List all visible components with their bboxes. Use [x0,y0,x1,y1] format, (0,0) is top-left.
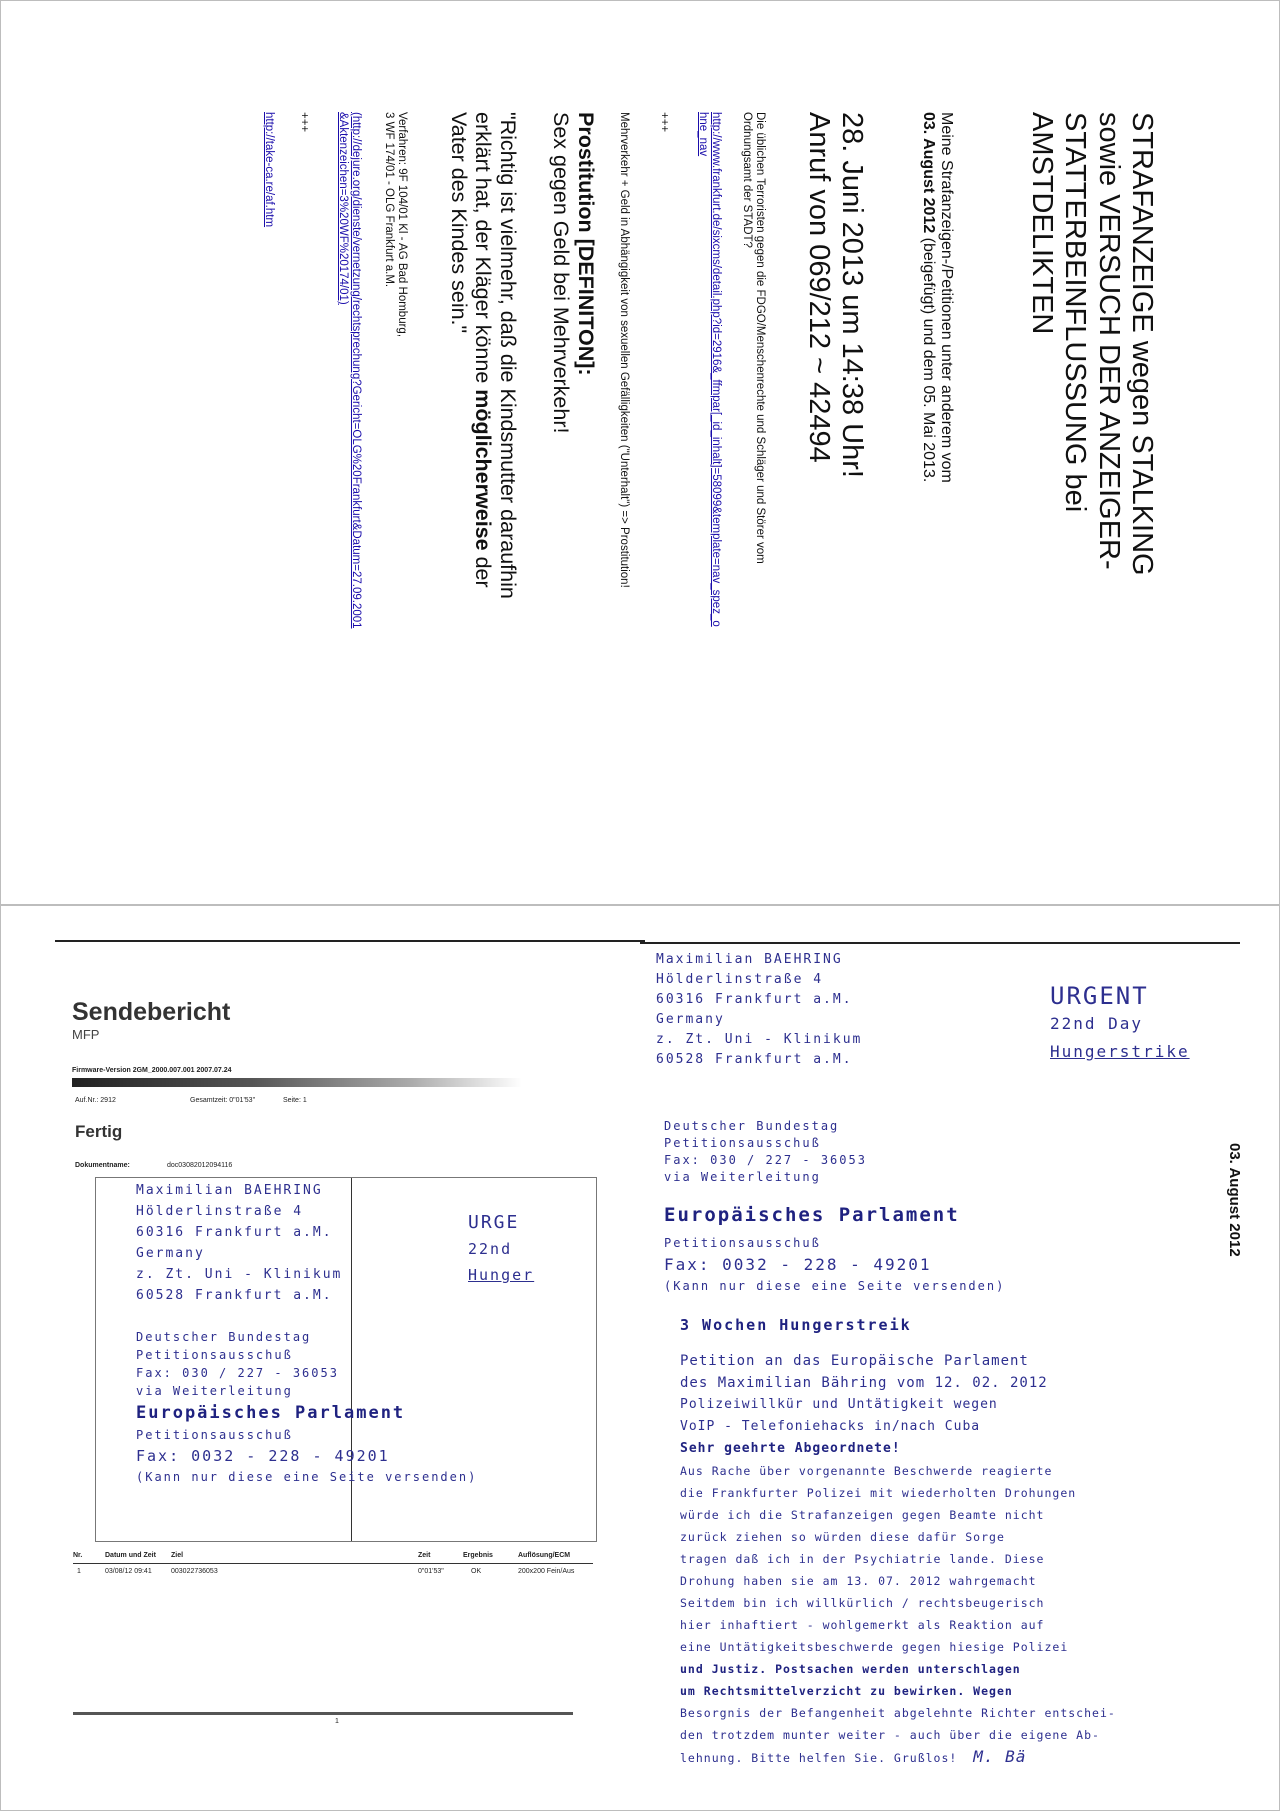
gesamtzeit: Gesamtzeit: 0"01'53" [190,1097,256,1104]
dejure-link-line-2[interactable]: &Aktenzeichen=3%20WF%20174/01) [336,112,349,305]
dokumentname-value: doc03082012094116 [167,1162,233,1169]
preview-recipients [136,1328,477,1486]
body-line: eine Untätigkeitsbeschwerde gegen hiesige Polizei [680,1640,1069,1654]
seite: Seite: 1 [283,1097,307,1104]
row-zeit: 0"01'53" [418,1568,444,1575]
verfahren [382,112,408,337]
heading-line-2: sowie VERSUCH DER ANZEIGER- [1092,112,1125,570]
recipient-line: (Kann nur diese eine Seite versenden) [664,1279,1006,1293]
hungerstrike-label: Hungerstrike [1050,1042,1190,1061]
auf-nr: Auf.Nr.: 2912 [75,1097,116,1104]
table-rule [73,1563,593,1564]
preview-line: Petitionsausschuß [136,1348,293,1362]
take-care-link-text[interactable]: http://take-ca.re/af.htm [263,112,275,228]
preview-22nd: 22nd [468,1240,513,1258]
quote-line-2-pre: erklärt hat, der Kläger könne [471,112,496,390]
body-line: um Rechtsmittelverzicht zu bewirken. Wegen [680,1684,1013,1698]
status-fertig: Fertig [75,1122,123,1141]
preview-line: Fax: 030 / 227 - 36053 [136,1366,339,1380]
preview-line: Maximilian BAEHRING [136,1183,323,1198]
hungerstreik-heading: 3 Wochen Hungerstreik [680,1316,912,1334]
sender-line: Maximilian BAEHRING [656,952,843,967]
body-line: den trotzdem munter weiter - auch über die eigene Ab- [680,1728,1100,1742]
date-stamp: 03. August 2012 [1226,1143,1243,1257]
call-line: Anruf von 069/212 ~ 42494 [802,112,835,463]
body-line: die Frankfurter Polizei mit wiederholten Drohungen [680,1486,1077,1500]
preview-line: Petitionsausschuß [136,1428,293,1442]
recipient-fax: Fax: 0032 - 228 - 49201 [664,1255,932,1274]
header-gradient-bar [72,1078,522,1087]
urgent-box [1050,982,1190,1066]
hunger-day: 22nd Day [1050,1014,1144,1033]
verfahren-line-2: 3 WF 174/01 - OLG Frankfurt a.M. [382,112,395,288]
dokumentname-label: Dokumentname: [75,1162,130,1169]
verfahren-line-1: Verfahren: 9F 104/01 Kl - AG Bad Homburg, [396,112,408,338]
col-ziel: Ziel [171,1552,184,1559]
prostitution-title: Prostitution [DEFINITON]: [574,112,598,376]
body-line: VoIP - Telefoniehacks in/nach Cuba [680,1419,981,1434]
preview-urgent-box [468,1210,534,1288]
body-line: Polizeiwillkür und Untätigkeit wegen [680,1397,998,1412]
fax-subtitle: MFP [72,1027,100,1042]
body-line: Aus Rache über vorgenannte Beschwerde reagierte [680,1464,1053,1478]
row-nr: 1 [77,1568,81,1575]
letter-top-rule [640,942,1240,944]
preview-line: z. Zt. Uni - Klinikum [136,1267,343,1282]
col-nr: Nr. [73,1552,83,1559]
heading-line-1: STRAFANZEIGE wegen STALKING [1126,112,1158,576]
preview-line: 60528 Frankfurt a.M. [136,1288,333,1303]
preview-line: Hölderlinstraße 4 [136,1204,304,1219]
body-line: würde ich die Strafanzeigen gegen Beamte nicht [680,1508,1045,1522]
recipient-line: Deutscher Bundestag [664,1119,840,1133]
terror-line-2: Ordnungsamt der STADT? [740,112,753,248]
sender-line: Hölderlinstraße 4 [656,972,824,987]
handwritten-petition-letter [650,938,1250,1768]
preview-line: 60316 Frankfurt a.M. [136,1225,333,1240]
preview-line: Germany [136,1246,205,1261]
faxed-page-preview [95,1177,597,1542]
take-care-link[interactable] [262,112,275,227]
preview-line: Fax: 0032 - 228 - 49201 [136,1447,390,1465]
prostitution-subtitle: Sex gegen Geld bei Mehrverkehr! [549,112,574,434]
quote-line-2-post: der [471,550,496,588]
sender-line: z. Zt. Uni - Klinikum [656,1032,863,1047]
row-ergebnis: OK [471,1568,482,1575]
separator-2: +++ [298,112,310,133]
signature: M. Bä [973,1747,1027,1766]
preview-line: (Kann nur diese eine Seite versenden) [136,1470,478,1484]
dejure-link-line-1[interactable]: (http://dejure.org/dienste/vernetzung/rechtsprechung?Gericht=OLG%20Frankfurt&Datum=27.09.2001 [350,112,362,629]
preview-line: Europäisches Parlament [136,1403,406,1423]
body-line: Besorgnis der Befangenheit abgelehnte Richter entschei- [680,1706,1116,1720]
recipient-parliament [664,1234,1005,1296]
frankfurt-link-line-2[interactable]: hne_nav [696,112,709,157]
sender-line: 60528 Frankfurt a.M. [656,1052,853,1067]
row-ziel: 003022736053 [171,1568,218,1575]
date-line: 28. Juni 2013 um 14:38 Uhr! [836,112,868,478]
call-info [801,112,868,478]
recipient-parliament-title: Europäisches Parlament [664,1204,960,1226]
heading [1025,112,1158,576]
fax-title: Sendebericht [72,998,231,1026]
intro [918,112,955,483]
terror-note [740,112,766,564]
preview-line: via Weiterleitung [136,1384,293,1398]
prostitution-definition [549,112,598,433]
row-datum: 03/08/12 09:41 [105,1568,152,1575]
letter-body [680,1350,1240,1769]
frankfurt-link-line-1[interactable]: http://www.frankfurt.de/sixcms/detail.php?id=2916&_ffmpar[_id_inhalt]=58099&template=nav_spez_o [710,112,722,627]
body-line: Petition an das Europäische Parlament [680,1353,1029,1369]
body-line: zurück ziehen so würden diese dafür Sorge [680,1530,1005,1544]
firmware-version: Firmware-Version 2GM_2000.007.001 2007.07.24 [72,1067,232,1074]
quote [446,112,520,599]
recipient-line: Fax: 030 / 227 - 36053 [664,1153,867,1167]
quote-emphasis: möglicherweise [471,389,496,551]
dejure-link[interactable] [336,112,362,629]
recipient-line: Petitionsausschuß [664,1136,821,1150]
urgent-label: URGENT [1050,982,1149,1010]
top-rule [55,940,645,942]
body-greeting: Sehr geehrte Abgeordnete! [680,1441,901,1456]
heading-line-4: AMSTDELIKTEN [1025,112,1058,335]
frankfurt-link[interactable] [696,112,722,627]
body-line [680,1746,1240,1769]
quote-line-1: "Richtig ist vielmehr, daß die Kindsmutter daraufhin [496,112,520,599]
bottom-rule [73,1712,573,1715]
body-closing: lehnung. Bitte helfen Sie. Grußlos! [680,1751,958,1765]
preview-urgent: URGE [468,1212,520,1233]
mehrverkehr-line: Mehrverkehr + Geld in Abhängigkeit von sexuellen Gefälligkeiten ("Unterhalt") => Prostitution! [618,112,630,588]
body-line: Seitdem bin ich willkürlich / rechtsbeugerisch [680,1596,1045,1610]
col-zeit: Zeit [418,1552,431,1559]
sender-line: 60316 Frankfurt a.M. [656,992,853,1007]
col-aufloesung: Auflösung/ECM [518,1552,571,1559]
terror-line-1: Die üblichen Terroristen gegen die FDGO/Menschenrechte und Schläger und Störer vom [754,112,766,564]
recipient-line: Petitionsausschuß [664,1236,821,1250]
body-line: des Maximilian Bähring vom 12. 02. 2012 [680,1375,1048,1391]
body-line: Drohung haben sie am 13. 07. 2012 wahrgemacht [680,1574,1037,1588]
intro-rest: (beigefügt) und dem 05. Mai 2013. [919,233,937,483]
quote-line-3: Vater des Kindes sein." [446,112,471,334]
preview-sender [136,1180,342,1306]
preview-hunger: Hunger [468,1266,535,1284]
body-line: tragen daß ich in der Psychiatrie lande. Diese [680,1552,1045,1566]
col-datum: Datum und Zeit [105,1552,156,1559]
recipient-line: via Weiterleitung [664,1170,821,1184]
row-aufloesung: 200x200 Fein/Aus [518,1568,575,1575]
separator-1: +++ [658,112,670,133]
body-line: und Justiz. Postsachen werden unterschlagen [680,1662,1021,1676]
intro-line-1: Meine Strafanzeigen-/Petitionen unter anderem vom [938,112,955,483]
letter-sender [656,950,862,1070]
preview-line: Deutscher Bundestag [136,1330,312,1344]
page-number: 1 [335,1718,339,1725]
recipient-bundestag [664,1118,867,1186]
fax-transmission-report [55,940,595,1725]
intro-date: 03. August 2012 [919,112,937,234]
col-ergebnis: Ergebnis [463,1552,493,1559]
sender-line: Germany [656,1012,725,1027]
body-line: hier inhaftiert - wohlgemerkt als Reaktion auf [680,1618,1045,1632]
heading-line-3: STATTERBEINFLUSSUNG bei [1059,112,1092,513]
